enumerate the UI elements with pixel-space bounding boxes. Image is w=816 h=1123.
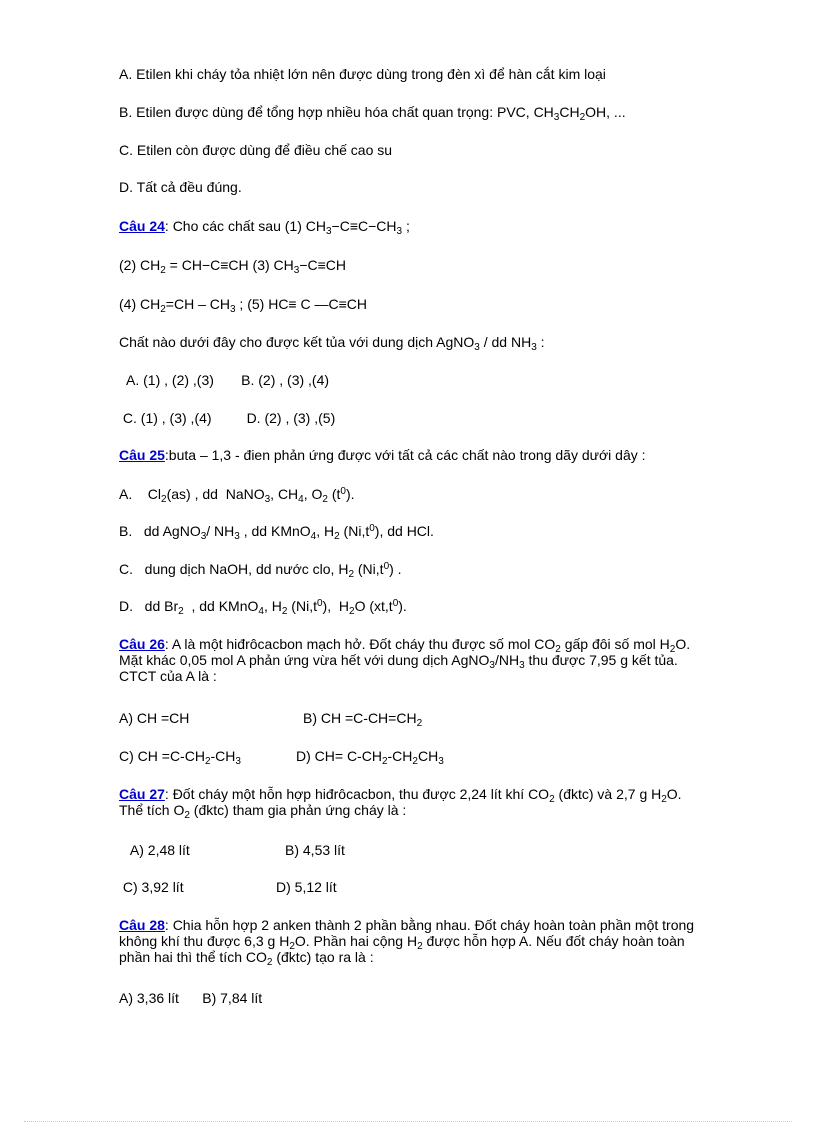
q24-prompt: Chất nào dưới đây cho được kết tủa với dung dịch AgNO$_3$ / dd $NH_3$ :: [119, 334, 545, 353]
q25-question: Câu 25:buta – 1,3 - đien phản ứng được với tất cả các chất nào trong dãy dưới dây :: [119, 447, 646, 463]
q24-label: Câu 24: [119, 218, 165, 234]
q26-option-c: C) CH $=C-CH_2-CH_3$: [119, 748, 241, 767]
q27-option-d: D) 5,12 lít: [276, 879, 337, 895]
q27-option-a: A) 2,48 lít: [119, 842, 190, 858]
q27-option-c: C) 3,92 lít: [119, 879, 184, 895]
q24-compounds-4-5: (4) $CH_2=CH - CH_3$ ; (5) HC≡ C —C≡CH: [119, 296, 367, 315]
q27-question: Câu 27: Đốt cháy một hỗn hợp hiđrôcacbon, thu được 2,24 lít khí $CO_2$ (đktc) và 2,7 g $H_2O$. Thể tích $O_2$ (đktc) tham gia phản ứng cháy là :: [119, 786, 682, 821]
q23-option-a: A. Etilen khi cháy tỏa nhiệt lớn nên được dùng trong đèn xì để hàn cắt kim loại: [119, 66, 606, 82]
q26-option-b: B) CH $=C-CH=CH_2$: [303, 710, 423, 729]
q23-option-d: D. Tất cả đều đúng.: [119, 179, 242, 195]
q26-question: Câu 26: A là một hiđrôcacbon mạch hở. Đốt cháy thu được số mol $CO_2$ gấp đôi số mol $H_2O$. Mặt khác 0,05 mol A phản ứng vừa hết với dung dịch $AgNO_3/NH_3$ thu được 7,95 g kết tủa. CTCT của A là :: [119, 636, 691, 684]
q24-options-ab: A. (1) , (2) ,(3) B. (2) , (3) ,(4): [119, 372, 330, 388]
q25-option-a: A. $Cl_2(as)$ , dd NaNO$_3$, $CH_4$, $O_2$ $(t^0)$.: [119, 486, 355, 505]
q28-question: Câu 28: Chia hỗn hợp 2 anken thành 2 phần bằng nhau. Đốt cháy hoàn toàn phần một trong không khí thu được 6,3 g $H_2O$. Phần hai cộng $H_2$ được hỗn hợp A. Nếu đốt cháy hoàn toàn phần hai thì thể tích $CO_2$ (đktc) tạo ra là :: [119, 917, 695, 968]
q26-option-a: A) CH =CH: [119, 710, 190, 726]
q26-option-d: D) $CH= C-CH_2-CH_2CH_3$: [296, 748, 444, 767]
q24-options-cd: C. (1) , (3) ,(4) D. (2) , (3) ,(5): [119, 410, 336, 426]
q25-label: Câu 25: [119, 447, 165, 463]
q25-option-b: B. dd AgNO$_3$/ $NH_3$ , dd KMnO$_4$, $H_2$ $(Ni,t^0)$, dd HCl.: [119, 523, 434, 542]
q27-label: Câu 27: [119, 786, 165, 802]
q25-option-c: C. dung dịch NaOH, dd nước clo, $H_2$ $(Ni,t^0)$ .: [119, 561, 402, 580]
q28-options-ab: A) 3,36 lít B) 7,84 lít: [119, 990, 263, 1006]
q25-option-d: D. dd $Br_2$ , dd KMnO$_4$, $H_2$ $(Ni,t^0)$, $H_2O$ $(xt,t^0)$.: [119, 598, 407, 617]
q28-label: Câu 28: [119, 917, 165, 933]
q27-option-b: B) 4,53 lít: [285, 842, 345, 858]
q24-intro: Câu 24: Cho các chất sau (1) $CH_3-C\equiv C-CH_3$ ;: [119, 218, 410, 237]
q23-option-c: C. Etilen còn được dùng để điều chế cao su: [119, 142, 393, 158]
q26-label: Câu 26: [119, 636, 165, 652]
page-bottom-divider: [24, 1121, 792, 1122]
q23-option-b: B. Etilen được dùng để tổng hợp nhiều hóa chất quan trọng: PVC, $CH_3CH_2OH$, ...: [119, 104, 626, 123]
q24-compounds-2-3: (2) $CH_2 = CH-C\equiv CH$ (3) $CH_3-C\equiv CH$: [119, 257, 347, 276]
